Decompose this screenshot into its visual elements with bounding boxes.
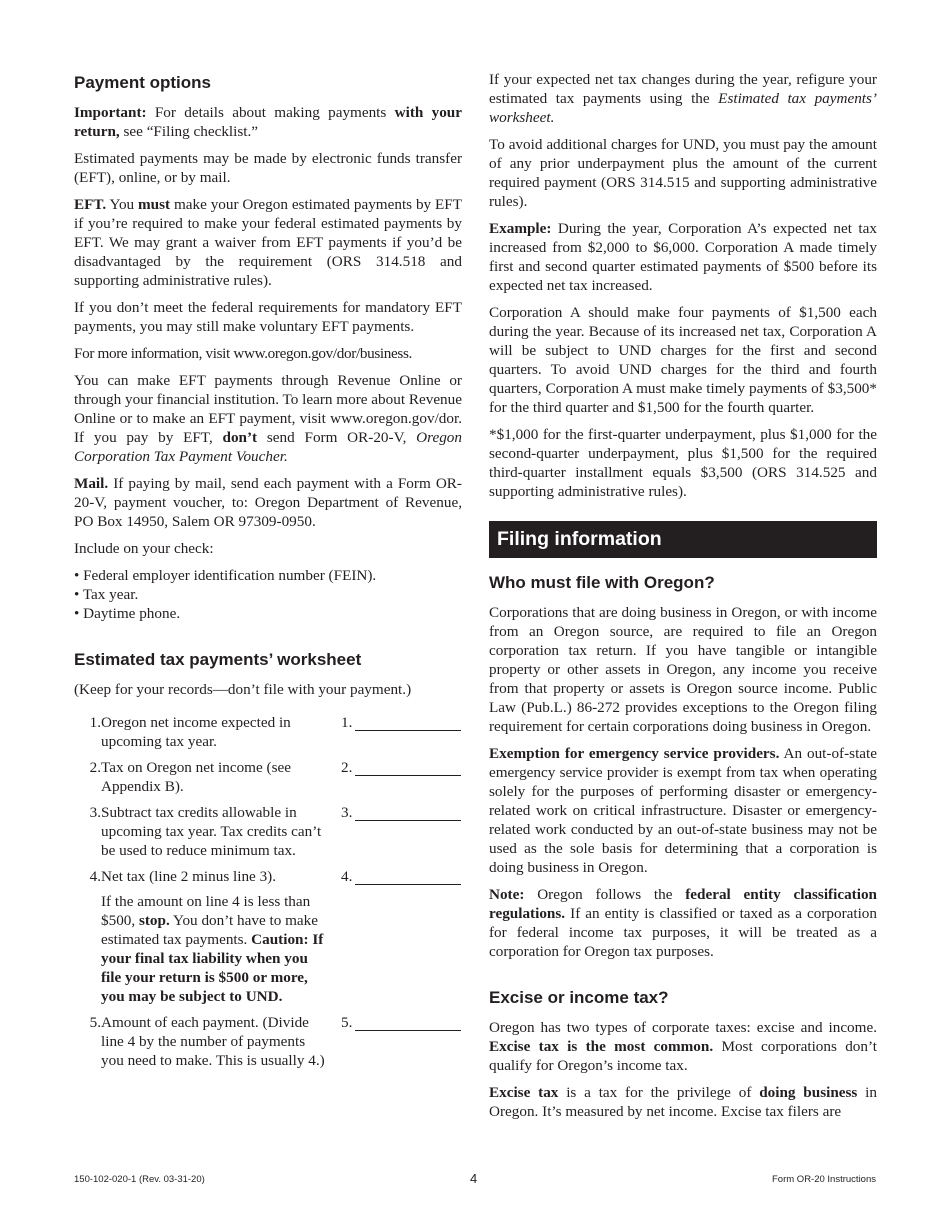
note-paragraph: Note: Oregon follows the federal entity classification regulations. If an entity is classified or taxed as a corporation for federal income tax purposes, it will be treated as a corporation for Oregon tax purposes. [489, 886, 877, 960]
line-description: Oregon net income expected in upcoming tax year. [101, 714, 291, 750]
form-title: Form OR-20 Instructions [772, 1174, 876, 1185]
line-number: 1. [89, 714, 101, 731]
list-item: • Federal employer identification number (FEIN). [74, 567, 377, 584]
line-description: Net tax (line 2 minus line 3). [101, 868, 277, 885]
list-item: • Daytime phone. [74, 605, 181, 622]
right-column [489, 70, 877, 1129]
amount-field-5[interactable] [355, 1013, 461, 1031]
footnote-paragraph: *$1,000 for the first-quarter underpayment, plus $1,000 for the second-quarter underpayment, plus $1,500 for the required third-quarter installment equals $3,500 (ORS 314.525 and supporting administrative rules). [489, 426, 877, 500]
worksheet-line-4 [74, 867, 462, 1006]
amount-field-3[interactable] [355, 803, 461, 821]
federal-requirements-paragraph: If you don’t meet the federal requirements for mandatory EFT payments, you may still make voluntary EFT payments. [74, 299, 462, 335]
line-number: 2. [89, 759, 101, 776]
amount-field-2[interactable] [355, 758, 461, 776]
mail-paragraph: Mail. If paying by mail, send each payment with a Form OR-20-V, payment voucher, to: Oregon Department of Revenue, PO Box 14950, Salem OR 97309-0950. [74, 475, 462, 530]
field-label: 1. [341, 714, 353, 731]
important-paragraph: Important: For details about making payments with your return, see “Filing checklist.” [74, 104, 462, 140]
field-label: 4. [341, 868, 353, 885]
excise-income-heading: Excise or income tax? [489, 988, 669, 1007]
line-number: 3. [89, 804, 101, 821]
check-items-list [74, 566, 462, 623]
who-must-file-paragraph: Corporations that are doing business in Oregon, or with income from an Oregon source, are required to file an Oregon corporation tax return. If you have tangible or intangible property or other assets in Oregon, any income you receive from that property or assets is Oregon source income. Public Law (Pub.L.) 86-272 provides exceptions to the Oregon filing requirement for certain corporations doing business in Oregon. [489, 604, 877, 735]
field-label: 5. [341, 1014, 353, 1031]
caution-text: Caution: If your final tax liability when you file your return is $500 or more, you may be subject to UND. [101, 931, 324, 1005]
page-number: 4 [470, 1171, 478, 1186]
amount-field-1[interactable] [355, 713, 461, 731]
line-number: 4. [89, 868, 101, 885]
estimated-payments-paragraph: Estimated payments may be made by electronic funds transfer (EFT), online, or by mail. [74, 150, 462, 186]
form-number: 150-102-020-1 (Rev. 03-31-20) [74, 1174, 205, 1185]
line-4-note: If the amount on line 4 is less than $500, stop. You don’t have to make estimated tax payments. Caution: If your final tax liability when you file your return is $500 or more, you may be subject to UND. [101, 893, 324, 1005]
payment-options-heading: Payment options [74, 73, 211, 92]
worksheet-heading: Estimated tax payments’ worksheet [74, 650, 362, 669]
include-check-label: Include on your check: [74, 540, 214, 557]
line-description: Tax on Oregon net income (see Appendix B). [101, 759, 291, 795]
eft-paragraph: EFT. You must make your Oregon estimated payments by EFT if you’re required to make your federal estimated payments by EFT. We may grant a waiver from EFT payments if you’d be disadvantaged by the requirement (ORS 314.518 and supporting administrative rules). [74, 196, 462, 289]
line-number: 5. [89, 1014, 101, 1031]
worksheet-line-5 [74, 1013, 462, 1070]
corporation-a-paragraph: Corporation A should make four payments of $1,500 each during the year. Because of its increased net tax, Corporation A will be subject to UND charges for the first and second quarters. To avoid UND charges for the third and fourth quarters, Corporation A must make timely payments of $3,500* for the third quarter and $1,500 for the fourth quarter. [489, 304, 877, 416]
revenue-online-paragraph: You can make EFT payments through Revenue Online or through your financial institution. To learn more about Revenue Online or to make an EFT payment, visit www.oregon.gov/dor. If you pay by EFT, don’t send Form OR-20-V, Oregon Corporation Tax Payment Voucher. [74, 372, 462, 465]
example-paragraph: Example: During the year, Corporation A’s expected net tax increased from $2,000 to $6,000. Corporation A made timely first and second quarter estimated payments of $500 before its expected net tax increased. [489, 220, 877, 294]
more-info-paragraph: For more information, visit www.oregon.gov/dor/business. [74, 345, 412, 362]
worksheet-line-3 [74, 803, 462, 860]
who-must-file-heading: Who must file with Oregon? [489, 573, 715, 592]
exemption-paragraph: Exemption for emergency service providers. An out-of-state emergency service provider is exempt from tax when operating solely for the purposes of performing disaster or emergency-related work on critical infrastructure. Disaster or emergency-related work conducted by an out-of-state business may not be used as the sole basis for determining that a corporation is doing business in Oregon. [489, 745, 877, 876]
excise-tax-paragraph: Excise tax is a tax for the privilege of doing business in Oregon. It’s measured by net income. Excise tax filers are [489, 1084, 877, 1120]
avoid-charges-paragraph: To avoid additional charges for UND, you must pay the amount of any prior underpayment plus the amount of the current required payment (ORS 314.515 and supporting administrative rules). [489, 136, 877, 210]
list-item: • Tax year. [74, 586, 139, 603]
filing-information-banner: Filing information [489, 521, 877, 558]
amount-field-4[interactable] [355, 867, 461, 885]
field-label: 3. [341, 804, 353, 821]
worksheet-line-2 [74, 758, 462, 796]
line-description: Amount of each payment. (Divide line 4 by the number of payments you need to make. This is usually 4.) [101, 1014, 325, 1069]
left-column [74, 70, 462, 1077]
worksheet-line-1 [74, 713, 462, 751]
line-description: Subtract tax credits allowable in upcoming tax year. Tax credits can’t be used to reduce minimum tax. [101, 804, 322, 859]
worksheet-note: (Keep for your records—don’t file with your payment.) [74, 681, 412, 698]
field-label: 2. [341, 759, 353, 776]
excise-paragraph: Oregon has two types of corporate taxes: excise and income. Excise tax is the most common. Most corporations don’t qualify for Oregon’s income tax. [489, 1019, 877, 1074]
refigure-paragraph: If your expected net tax changes during the year, refigure your estimated tax payments using the Estimated tax payments’ worksheet. [489, 71, 877, 126]
